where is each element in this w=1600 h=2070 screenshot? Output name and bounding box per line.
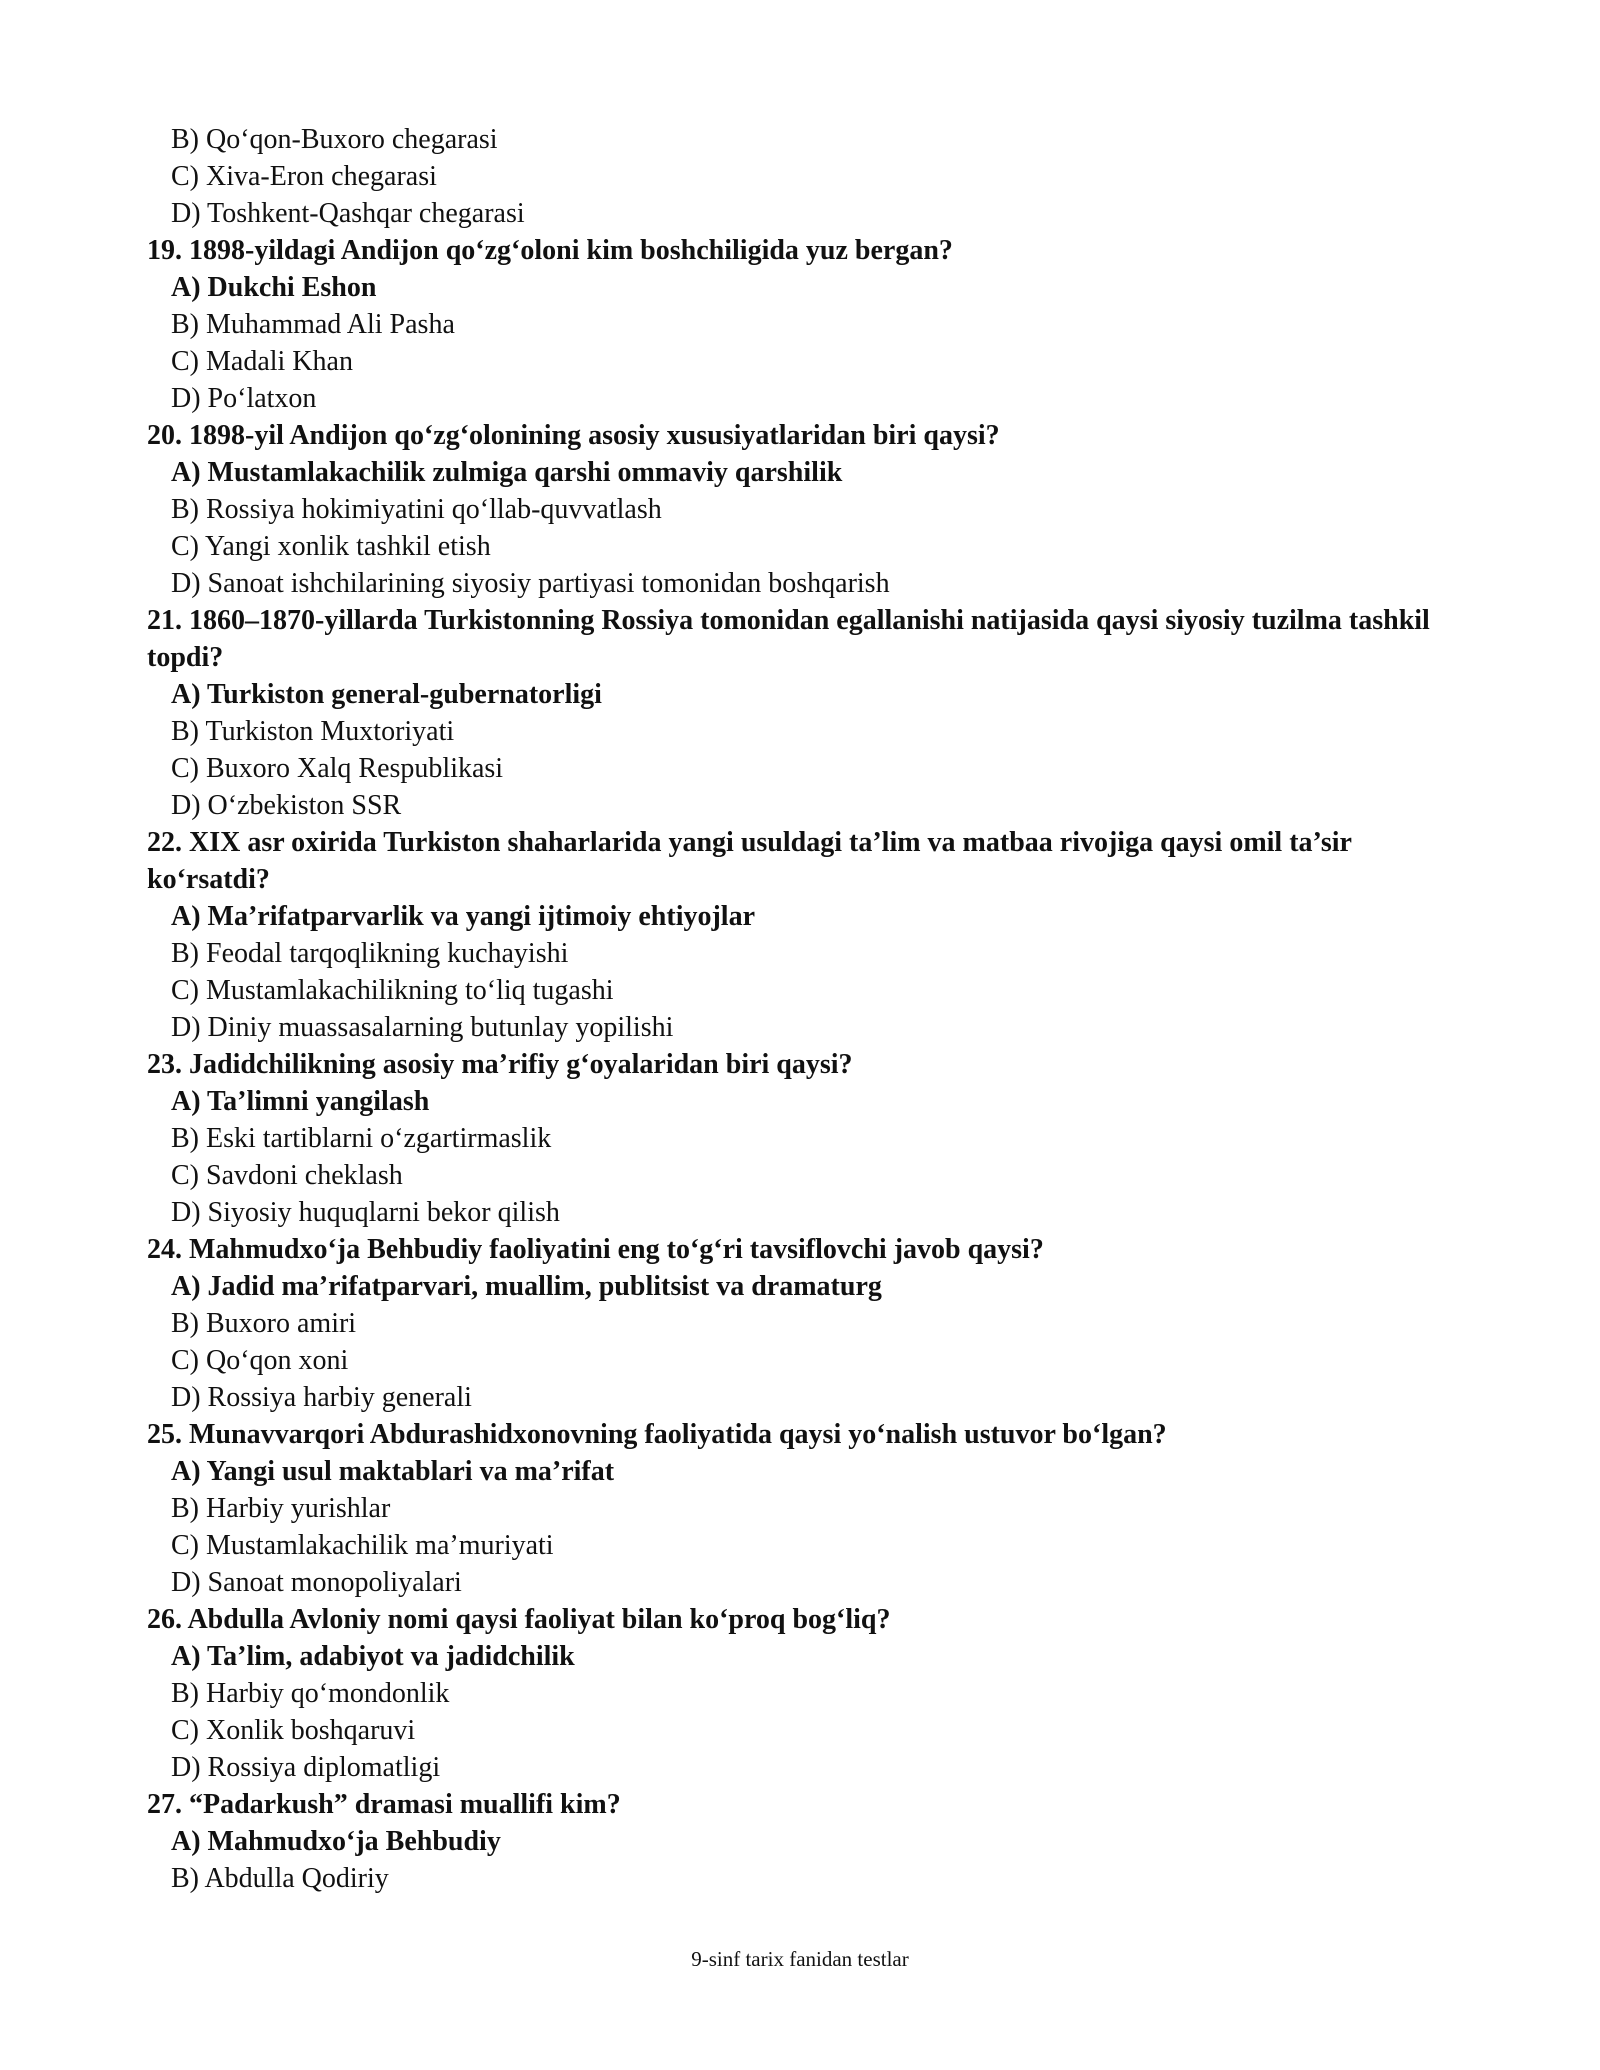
- question-text: 21. 1860–1870-yillarda Turkistonning Rossiya tomonidan egallanishi natijasida qaysi siyosiy tuzilma tashkil topdi?: [147, 605, 1430, 673]
- option: C) Savdoni cheklash: [171, 1160, 403, 1191]
- question-text: 24. Mahmudxo‘ja Behbudiy faoliyatini eng to‘g‘ri tavsiflovchi javob qaysi?: [147, 1234, 1044, 1265]
- test-page-content: [147, 121, 1467, 1897]
- option: D) Toshkent-Qashqar chegarasi: [171, 198, 525, 229]
- option: D) Rossiya diplomatligi: [171, 1752, 441, 1783]
- option: B) Qo‘qon-Buxoro chegarasi: [171, 124, 498, 155]
- option: B) Turkiston Muxtoriyati: [171, 716, 455, 747]
- option: C) Buxoro Xalq Respublikasi: [171, 753, 504, 784]
- question-21: [147, 602, 1467, 824]
- question-text: 20. 1898-yil Andijon qo‘zg‘olonining asosiy xususiyatlaridan biri qaysi?: [147, 420, 1000, 451]
- correct-option: A) Jadid ma’rifatparvari, muallim, publitsist va dramaturg: [171, 1271, 882, 1302]
- option: D) Rossiya harbiy generali: [171, 1382, 472, 1413]
- correct-option: A) Dukchi Eshon: [171, 272, 377, 303]
- question-23: [147, 1046, 1467, 1231]
- option: D) Sanoat monopoliyalari: [171, 1567, 462, 1598]
- page-footer: 9-sinf tarix fanidan testlar: [691, 1947, 909, 1971]
- option: B) Buxoro amiri: [171, 1308, 357, 1339]
- question-22: [147, 824, 1467, 1046]
- option: B) Feodal tarqoqlikning kuchayishi: [171, 938, 569, 969]
- continued-options: [147, 121, 1467, 232]
- option: C) Mustamlakachilikning to‘liq tugashi: [171, 975, 614, 1006]
- question-19: [147, 232, 1467, 417]
- question-text: 22. XIX asr oxirida Turkiston shaharlarida yangi usuldagi ta’lim va matbaa rivojiga qaysi omil ta’sir ko‘rsatdi?: [147, 827, 1352, 895]
- option: C) Xiva-Eron chegarasi: [171, 161, 437, 192]
- question-26: [147, 1601, 1467, 1786]
- question-25: [147, 1416, 1467, 1601]
- correct-option: A) Turkiston general-gubernatorligi: [171, 679, 602, 710]
- question-27: [147, 1786, 1467, 1897]
- option: B) Eski tartiblarni o‘zgartirmaslik: [171, 1123, 552, 1154]
- question-text: 23. Jadidchilikning asosiy ma’rifiy g‘oyalaridan biri qaysi?: [147, 1049, 853, 1080]
- correct-option: A) Ma’rifatparvarlik va yangi ijtimoiy ehtiyojlar: [171, 901, 756, 932]
- correct-option: A) Mustamlakachilik zulmiga qarshi ommaviy qarshilik: [171, 457, 843, 488]
- option: B) Harbiy yurishlar: [171, 1493, 391, 1524]
- question-text: 19. 1898-yildagi Andijon qo‘zg‘oloni kim boshchiligida yuz bergan?: [147, 235, 953, 266]
- option: D) Siyosiy huquqlarni bekor qilish: [171, 1197, 560, 1228]
- option: B) Harbiy qo‘mondonlik: [171, 1678, 450, 1709]
- correct-option: A) Ta’lim, adabiyot va jadidchilik: [171, 1641, 575, 1672]
- correct-option: A) Mahmudxo‘ja Behbudiy: [171, 1826, 501, 1857]
- option: D) Po‘latxon: [171, 383, 317, 414]
- question-text: 25. Munavvarqori Abdurashidxonovning faoliyatida qaysi yo‘nalish ustuvor bo‘lgan?: [147, 1419, 1167, 1450]
- option: B) Abdulla Qodiriy: [171, 1863, 389, 1894]
- question-text: 26. Abdulla Avloniy nomi qaysi faoliyat bilan ko‘proq bog‘liq?: [147, 1604, 891, 1635]
- option: D) Diniy muassasalarning butunlay yopilishi: [171, 1012, 674, 1043]
- option: C) Mustamlakachilik ma’muriyati: [171, 1530, 554, 1561]
- question-text: 27. “Padarkush” dramasi muallifi kim?: [147, 1789, 621, 1820]
- question-20: [147, 417, 1467, 602]
- question-24: [147, 1231, 1467, 1416]
- correct-option: A) Yangi usul maktablari va ma’rifat: [171, 1456, 615, 1487]
- option: C) Xonlik boshqaruvi: [171, 1715, 416, 1746]
- option: D) Sanoat ishchilarining siyosiy partiyasi tomonidan boshqarish: [171, 568, 890, 599]
- option: C) Qo‘qon xoni: [171, 1345, 349, 1376]
- option: C) Yangi xonlik tashkil etish: [171, 531, 491, 562]
- option: B) Rossiya hokimiyatini qo‘llab-quvvatlash: [171, 494, 662, 525]
- correct-option: A) Ta’limni yangilash: [171, 1086, 430, 1117]
- option: D) O‘zbekiston SSR: [171, 790, 402, 821]
- option: C) Madali Khan: [171, 346, 353, 377]
- option: B) Muhammad Ali Pasha: [171, 309, 455, 340]
